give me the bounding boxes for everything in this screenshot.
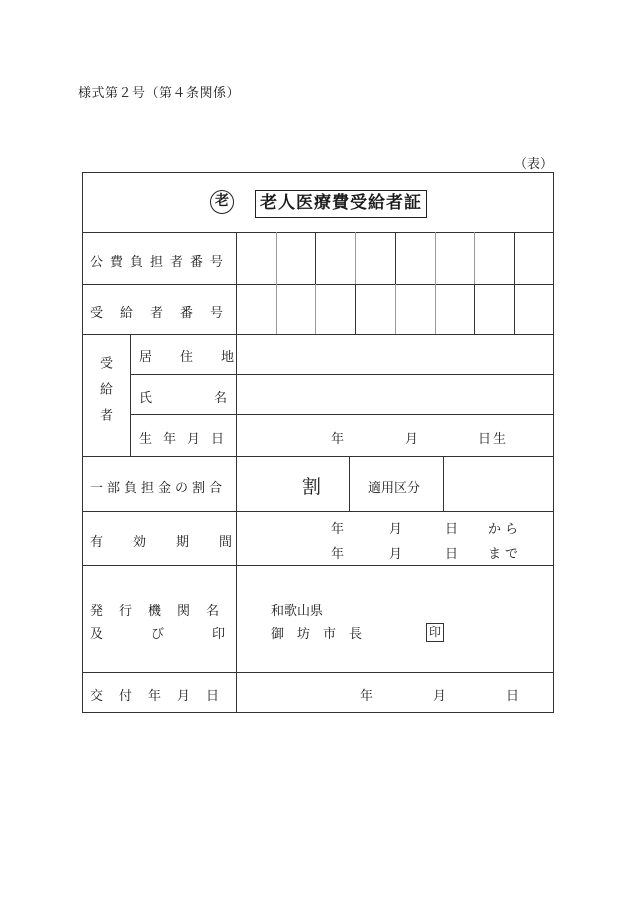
issue-month-unit: 月 xyxy=(433,689,447,704)
ratio-unit: 割 xyxy=(302,476,322,498)
category-divider xyxy=(443,456,444,511)
divider xyxy=(82,672,554,673)
validity-from-year: 年 xyxy=(331,522,345,537)
certificate-title: 老人医療費受給者証 xyxy=(255,190,427,218)
divider xyxy=(82,565,554,566)
dob-label: 生年月日 xyxy=(139,432,236,447)
digit-divider xyxy=(474,284,475,334)
digit-divider xyxy=(395,284,396,334)
validity-from-word: から xyxy=(488,522,523,537)
dob-year-unit: 年 xyxy=(331,432,345,447)
ratio-divider xyxy=(349,456,350,511)
digit-divider xyxy=(395,232,396,284)
digit-divider xyxy=(315,284,316,334)
digit-divider xyxy=(355,232,356,284)
validity-until-year: 年 xyxy=(331,547,345,562)
divider xyxy=(82,334,554,335)
divider xyxy=(82,511,554,512)
issuer-prefecture: 和歌山県 xyxy=(271,604,324,619)
digit-divider xyxy=(435,284,436,334)
validity-until-month: 月 xyxy=(389,547,403,562)
form-reference: 様式第２号（第４条関係） xyxy=(78,86,241,101)
recipient-number-label: 受給者番号 xyxy=(90,306,241,321)
divider xyxy=(82,232,554,233)
issue-date-label: 交付年月日 xyxy=(90,689,236,704)
digit-divider xyxy=(514,232,515,284)
official-seal-mark: 印 xyxy=(426,623,444,642)
payer-number-text: 公費負担者番号 xyxy=(90,255,231,270)
validity-from-day: 日 xyxy=(445,522,459,537)
dob-month-unit: 月 xyxy=(405,432,419,447)
validity-until-day: 日 xyxy=(445,547,459,562)
digit-divider xyxy=(276,232,277,284)
issuer-seal-label: 及び印 xyxy=(90,627,274,642)
address-label: 居住地 xyxy=(139,350,263,365)
validity-label: 有効期間 xyxy=(90,535,263,550)
recipient-sub-divider xyxy=(130,334,131,456)
name-label: 氏名 xyxy=(139,391,290,406)
digit-divider xyxy=(435,232,436,284)
digit-divider xyxy=(474,232,475,284)
issuer-label: 発行機関名 xyxy=(90,604,236,619)
dob-day-unit: 日生 xyxy=(478,432,509,447)
divider xyxy=(130,414,554,415)
issue-day-unit: 日 xyxy=(506,689,520,704)
recipient-group-label: 受給者 xyxy=(97,356,112,434)
elderly-mark-icon: 老 xyxy=(210,190,234,214)
digit-divider xyxy=(315,232,316,284)
category-label: 適用区分 xyxy=(368,481,421,496)
divider xyxy=(130,374,554,375)
digit-divider xyxy=(355,284,356,334)
divider xyxy=(82,456,554,457)
issuer-mayor: 御坊市長 xyxy=(271,627,376,642)
side-label: （表） xyxy=(514,157,554,172)
issue-year-unit: 年 xyxy=(360,689,374,704)
digit-divider xyxy=(514,284,515,334)
validity-until-word: まで xyxy=(488,547,523,562)
digit-divider xyxy=(276,284,277,334)
copay-ratio-label: 一部負担金の割合 xyxy=(90,481,227,496)
divider xyxy=(82,284,554,285)
validity-from-month: 月 xyxy=(389,522,403,537)
payer-number-label xyxy=(90,251,231,270)
